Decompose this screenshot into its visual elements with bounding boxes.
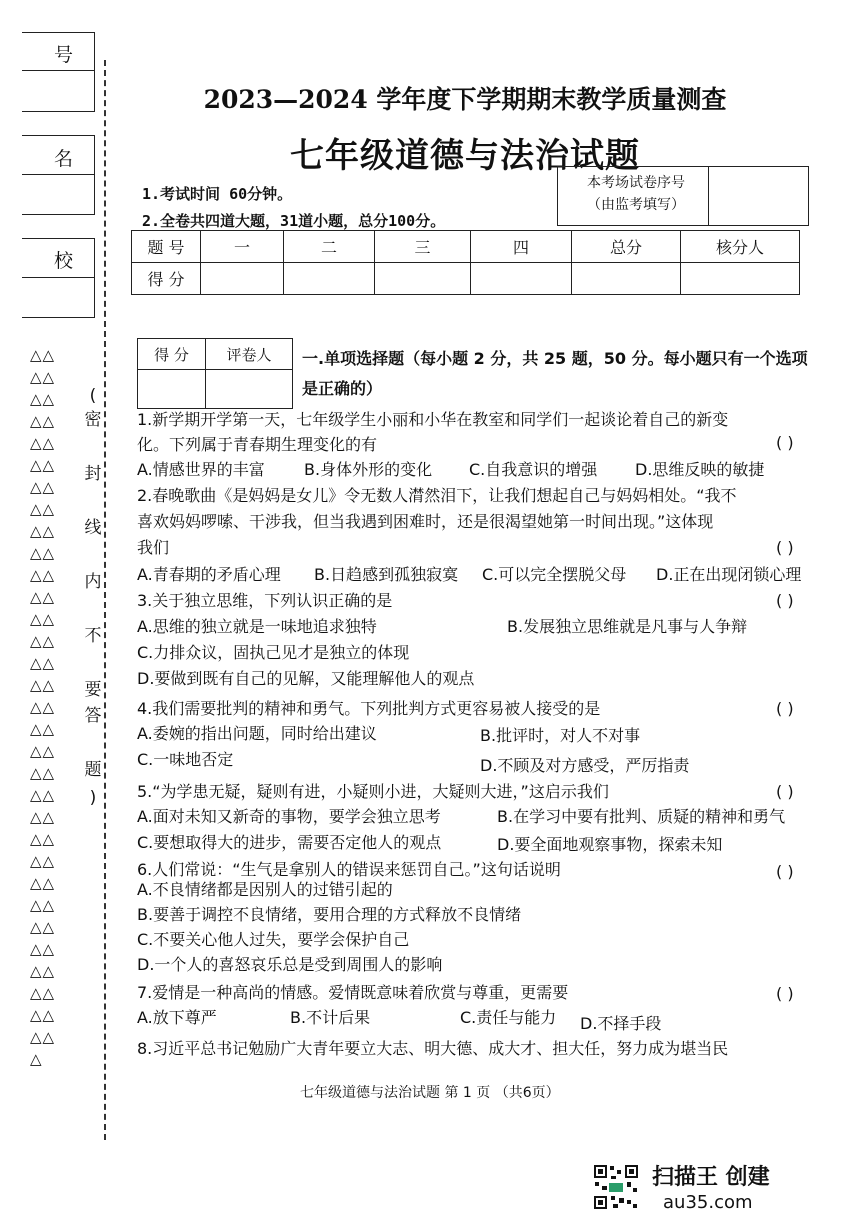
score-header-cell: 核分人	[681, 231, 800, 263]
score-cell[interactable]	[201, 263, 284, 295]
question-1-stem: 1.新学期开学第一天，七年级学生小丽和小华在教室和同学们一起谈论着自己的新变	[137, 410, 729, 429]
option-a: A.思维的独立就是一味地追求独特	[137, 617, 377, 636]
triangle-mark: △△	[30, 698, 56, 716]
section-grader-table	[137, 338, 293, 409]
triangle-mark: △△	[30, 544, 56, 562]
triangle-mark: △△	[30, 676, 56, 694]
option-c: C.要想取得大的进步，需要否定他人的观点	[137, 833, 442, 852]
binding-dashed-line	[104, 60, 106, 1140]
question-2-stem: 喜欢妈妈啰嗦、干涉我，但当我遇到困难时，还是很渴望她第一时间出现。”这体现	[137, 512, 714, 531]
question-2-stem: 2.春晚歌曲《是妈妈是女儿》令无数人潸然泪下，让我们想起自己与妈妈相处。“我不	[137, 486, 737, 505]
seal-char: )	[89, 788, 97, 808]
triangle-mark: △△	[30, 390, 56, 408]
seal-char: 线	[84, 518, 102, 538]
triangle-mark: △△	[30, 764, 56, 782]
answer-blank[interactable]: ( )	[776, 862, 794, 881]
score-header-cell: 二	[284, 231, 375, 263]
triangle-mark: △△	[30, 830, 56, 848]
exam-number-label: 号	[54, 44, 74, 66]
grader-name-label: 评卷人	[206, 339, 293, 370]
triangle-mark: △△	[30, 566, 56, 584]
question-3-stem: 3.关于独立思维，下列认识正确的是	[137, 591, 393, 610]
triangle-mark: △△	[30, 940, 56, 958]
score-header-cell: 题 号	[132, 231, 201, 263]
seal-char: 题	[84, 760, 102, 780]
watermark-brand: 扫描王 创建	[652, 1165, 770, 1190]
option-c: C.不要关心他人过失，要学会保护自己	[137, 930, 410, 949]
seal-char: 封	[84, 464, 102, 484]
question-2-stem: 我们	[137, 538, 170, 557]
option-a: A.面对未知又新奇的事物，要学会独立思考	[137, 807, 441, 826]
note-time: 1.考试时间 60分钟。	[142, 185, 293, 203]
question-1-stem: 化。下列属于青春期生理变化的有	[137, 435, 378, 454]
triangle-column	[30, 344, 80, 1070]
option-a: A.不良情绪都是因别人的过错引起的	[137, 880, 393, 899]
triangle-mark: △△	[30, 1028, 56, 1046]
triangle-mark: △△	[30, 346, 56, 364]
option-b: B.批评时，对人不对事	[480, 726, 641, 745]
section-title-line1: 一.单项选择题（每小题 2 分，共 25 题，50 分。每小题只有一个选项	[302, 349, 808, 368]
option-c: C.一味地否定	[137, 750, 234, 769]
triangle-mark: △△	[30, 588, 56, 606]
answer-blank[interactable]: ( )	[776, 538, 794, 557]
triangle-mark: △△	[30, 434, 56, 452]
exam-period-title: 2023—2024 学年度下学期期末教学质量测查	[203, 85, 727, 114]
question-5-stem: 5.“为学患无疑，疑则有进，小疑则小进，大疑则大进，”这启示我们	[137, 782, 609, 801]
serial-label-line2: （由监考填写）	[587, 197, 685, 213]
triangle-mark: △△	[30, 808, 56, 826]
score-table-header-row	[132, 231, 800, 263]
answer-blank[interactable]: ( )	[776, 699, 794, 718]
serial-divider	[708, 167, 709, 225]
seal-char: 答	[84, 706, 102, 726]
triangle-mark: △	[30, 1050, 43, 1068]
triangle-mark: △△	[30, 522, 56, 540]
option-d: D.正在出现闭锁心理	[656, 565, 802, 584]
school-label: 校	[54, 250, 74, 272]
score-header-cell: 三	[375, 231, 471, 263]
triangle-mark: △△	[30, 478, 56, 496]
exam-subject-title: 七年级道德与法治试题	[290, 136, 640, 176]
option-d: D.要做到既有自己的见解，又能理解他人的观点	[137, 669, 475, 688]
triangle-mark: △△	[30, 500, 56, 518]
score-table-score-row	[132, 263, 800, 295]
triangle-mark: △△	[30, 654, 56, 672]
option-d: D.不择手段	[580, 1014, 662, 1033]
option-b: B.不计后果	[290, 1008, 371, 1027]
question-7-stem: 7.爱情是一种高尚的情感。爱情既意味着欣赏与尊重，更需要	[137, 983, 569, 1002]
seal-char: 密	[84, 410, 102, 430]
option-a: A.委婉的指出问题，同时给出建议	[137, 724, 377, 743]
option-a: A.青春期的矛盾心理	[137, 565, 281, 584]
option-b: B.日趋感到孤独寂寞	[314, 565, 459, 584]
triangle-mark: △△	[30, 368, 56, 386]
question-8-stem: 8.习近平总书记勉励广大青年要立大志、明大德、成大才、担大任，努力成为堪当民	[137, 1039, 729, 1058]
serial-input[interactable]	[710, 169, 804, 223]
name-label: 名	[54, 148, 74, 170]
triangle-mark: △△	[30, 456, 56, 474]
score-cell[interactable]	[375, 263, 471, 295]
triangle-mark: △△	[30, 896, 56, 914]
option-a: A.放下尊严	[137, 1008, 217, 1027]
option-b: B.身体外形的变化	[304, 460, 433, 479]
triangle-mark: △△	[30, 874, 56, 892]
score-cell[interactable]	[572, 263, 681, 295]
option-d: D.思维反映的敏捷	[635, 460, 765, 479]
option-c: C.责任与能力	[460, 1008, 557, 1027]
score-cell[interactable]	[681, 263, 800, 295]
serial-number-box	[557, 166, 809, 226]
seal-char: 不	[84, 626, 102, 646]
score-header-cell: 四	[471, 231, 572, 263]
triangle-mark: △△	[30, 852, 56, 870]
option-d: D.要全面地观察事物，探索未知	[497, 835, 723, 854]
page-footer: 七年级道德与法治试题 第 1 页 （共6页）	[300, 1085, 560, 1101]
section-title	[302, 344, 832, 404]
option-c: C.力排众议，固执己见才是独立的体现	[137, 643, 410, 662]
option-d: D.不顾及对方感受，严厉指责	[480, 756, 690, 775]
question-4-stem: 4.我们需要批判的精神和勇气。下列批判方式更容易被人接受的是	[137, 699, 601, 718]
triangle-mark: △△	[30, 984, 56, 1002]
option-b: B.发展独立思维就是凡事与人争辩	[507, 617, 748, 636]
triangle-mark: △△	[30, 1006, 56, 1024]
grader-name-cell[interactable]	[206, 370, 293, 409]
option-d: D.一个人的喜怒哀乐总是受到周围人的影响	[137, 955, 443, 974]
qr-code-icon	[593, 1164, 639, 1210]
answer-blank[interactable]: ( )	[776, 591, 794, 610]
watermark-url: au35.com	[663, 1192, 753, 1213]
score-row-label: 得 分	[132, 263, 201, 295]
triangle-mark: △△	[30, 632, 56, 650]
section-title-line2: 是正确的）	[302, 379, 383, 398]
note-total: 2.全卷共四道大题，31道小题，总分100分。	[142, 212, 446, 230]
question-6-stem: 6.人们常说：“生气是拿别人的错误来惩罚自己。”这句话说明	[137, 860, 561, 879]
serial-label-line1: 本考场试卷序号	[587, 175, 685, 191]
option-b: B.在学习中要有批判、质疑的精神和勇气	[497, 807, 786, 826]
score-cell[interactable]	[471, 263, 572, 295]
grader-score-cell[interactable]	[138, 370, 206, 409]
triangle-mark: △△	[30, 786, 56, 804]
answer-blank[interactable]: ( )	[776, 782, 794, 801]
score-header-cell: 总分	[572, 231, 681, 263]
triangle-mark: △△	[30, 742, 56, 760]
score-cell[interactable]	[284, 263, 375, 295]
triangle-mark: △△	[30, 720, 56, 738]
score-table	[131, 230, 800, 295]
seal-char: 内	[84, 572, 102, 592]
triangle-mark: △△	[30, 610, 56, 628]
seal-char: (	[89, 386, 97, 406]
option-c: C.自我意识的增强	[469, 460, 598, 479]
option-a: A.情感世界的丰富	[137, 460, 265, 479]
grader-score-label: 得 分	[138, 339, 206, 370]
seal-char: 要	[84, 680, 102, 700]
option-c: C.可以完全摆脱父母	[482, 565, 627, 584]
triangle-mark: △△	[30, 918, 56, 936]
score-header-cell: 一	[201, 231, 284, 263]
triangle-mark: △△	[30, 412, 56, 430]
triangle-mark: △△	[30, 962, 56, 980]
answer-blank[interactable]: ( )	[776, 984, 794, 1003]
option-b: B.要善于调控不良情绪，要用合理的方式释放不良情绪	[137, 905, 522, 924]
answer-blank[interactable]: ( )	[776, 433, 794, 452]
